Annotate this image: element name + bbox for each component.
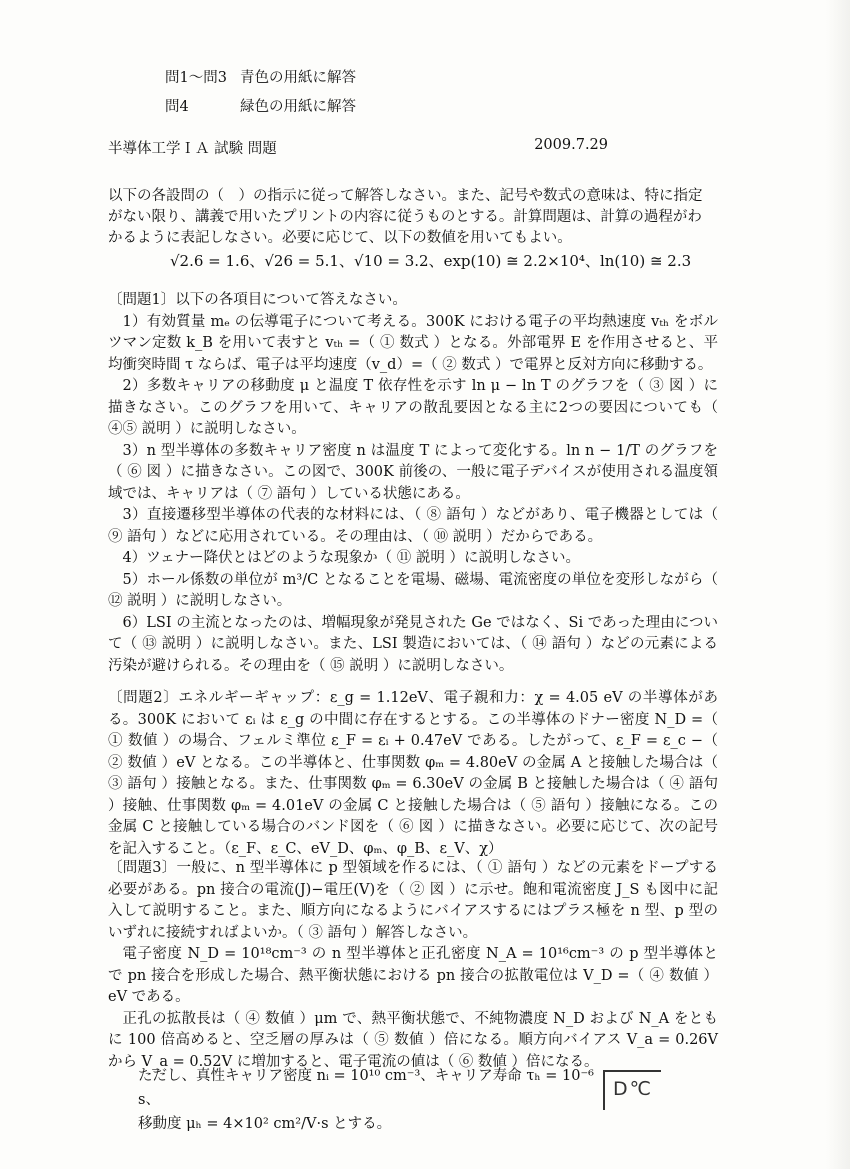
question-1-title: 〔問題1〕以下の各項目について答えなさい。 [108, 292, 407, 308]
handwritten-mark: D℃ [603, 1070, 661, 1110]
note-line-1: ただし、真性キャリア密度 nᵢ = 10¹⁰ cm⁻³、キャリア寿命 τₕ = 10⁻⁶ s、 [138, 1068, 594, 1108]
question-1 [108, 290, 718, 677]
answer-sheet-instructions [165, 64, 356, 122]
given-values-note [138, 1064, 598, 1136]
question-2 [108, 688, 718, 860]
intro-text: 以下の各設問の（ ）の指示に従って解答しなさい。また、記号や数式の意味は、特に指定がない限り、講義で用いたプリントの内容に従うものとする。計算問題は、計算の過程がわかるように表記しなさい。必要に応じて、以下の数値を用いてもよい。 [108, 188, 703, 246]
question-3-part2: 電子密度 N_D = 10¹⁸cm⁻³ の n 型半導体と正孔密度 N_A = 10¹⁶cm⁻³ の p 型半導体とで pn 接合を形成した場合、熱平衡状態における pn 接合の拡散電位は V_D =（ ④ 数値 ）eV である。 [108, 946, 718, 1005]
note-line-2: 移動度 μₕ = 4×10² cm²/V·s とする。 [138, 1116, 392, 1132]
q1-item: 3）n 型半導体の多数キャリア密度 n は温度 T によって変化する。ln n − 1/T のグラフを（ ⑥ 図 ）に描きなさい。この図で、300K 前後の、一般に電子デバイスが使用される温度領域では、キャリアは（ ⑦ 語句 ）している状態にある。 [108, 442, 718, 502]
scan-edge [826, 0, 850, 1169]
q1-item: 2）多数キャリアの移動度 μ と温度 T 依存性を示す ln μ − ln T のグラフを（ ③ 図 ）に描きなさい。このグラフを用いて、キャリアの散乱要因となる主に2つの要因についても（ ④⑤ 説明 ）に説明しなさい。 [108, 378, 718, 437]
q1-item: 4）ツェナー降伏とはどのような現象か（ ⑪ 説明 ）に説明しなさい。 [122, 550, 580, 566]
q1-3-label: 問1～問3 [165, 70, 227, 86]
q4-label: 問4 [165, 99, 189, 115]
q1-item: 6）LSI の主流となったのは、増幅現象が発見された Ge ではなく、Si であった理由について（ ⑬ 説明 ）に説明しなさい。また、LSI 製造においては、（ ⑭ 語句 ）などの元素による汚染が避けられる。その理由を（ ⑮ 説明 ）に説明しなさい。 [108, 614, 718, 674]
question-3 [108, 858, 718, 1073]
title-row [108, 137, 608, 158]
exam-title: 半導体工学ＩＡ 試験 問題 [108, 141, 277, 157]
q1-item: 1）有効質量 mₑ の伝導電子について考える。300K における電子の平均熱速度 vₜₕ をボルツマン定数 k_B を用いて表すと vₜₕ =（ ① 数式 ）となる。外部電界 E を作用させると、平均衝突時間 τ ならば、電子は平均速度（v_d）=（ ② 数式 ）で電界と反対方向に移動する。 [108, 313, 718, 373]
question-3-part3: 正孔の拡散長は（ ④ 数値 ）μm で、熱平衡状態で、不純物濃度 N_D および N_A をともに 100 倍高めると、空乏層の厚みは（ ⑤ 数値 ）倍になる。順方向バイアス V_a = 0.26V から V_a = 0.52V に増加すると、電子電流の値は（ ⑥ 数値 ）倍になる。 [108, 1010, 718, 1070]
question-3-part1: 〔問題3〕一般に、n 型半導体に p 型領域を作るには、（ ① 語句 ）などの元素をドープする必要がある。pn 接合の電流(J)−電圧(V)を（ ② 図 ）に示せ。飽和電流密度 J_S も図中に記入して説明すること。また、順方向になるようにバイアスするにはプラス極を n 型、p 型のいずれに接続すればよいか。（ ③ 語句 ）解答しなさい。 [108, 860, 718, 941]
exam-date: 2009.7.29 [534, 137, 608, 153]
question-2-text: 〔問題2〕エネルギーギャップ：ε_g = 1.12eV、電子親和力：χ = 4.05 eV の半導体がある。300K において εᵢ は ε_g の中間に存在するとする。この半導体のドナー密度 N_D =（ ① 数値 ）の場合、フェルミ準位 ε_F = εᵢ + 0.47eV である。したがって、ε_F = ε_c −（ ② 数値 ）eV となる。この半導体と、仕事関数 φₘ = 4.80eV の金属 A と接触した場合は（ ③ 語句 ）接触となる。また、仕事関数 φₘ = 6.30eV の金属 B と接触した場合は（ ④ 語句 ）接触、仕事関数 φₘ = 4.01eV の金属 C と接触した場合は（ ⑤ 語句 ）接触になる。この金属 C と接触している場合のバンド図を（ ⑥ 図 ）に描きなさい。必要に応じて、次の記号を記入すること。（ε_F、ε_C、eV_D、φₘ、φ_B、ε_V、χ） [108, 690, 718, 857]
q1-3-instruction: 青色の用紙に解答 [240, 70, 356, 86]
reference-values: √2.6 = 1.6、√26 = 5.1、√10 = 3.2、exp(10) ≅ 2.2×10⁴、ln(10) ≅ 2.3 [170, 252, 692, 270]
q1-item: 3）直接遷移型半導体の代表的な材料には、（ ⑧ 語句 ）などがあり、電子機器としては（ ⑨ 語句 ）などに応用されている。その理由は、（ ⑩ 説明 ）だからである。 [108, 507, 718, 545]
q4-instruction: 緑色の用紙に解答 [240, 99, 356, 115]
q1-item: 5）ホール係数の単位が m³/C となることを電場、磁場、電流密度の単位を変形しながら（ ⑫ 説明 ）に説明しなさい。 [108, 571, 718, 609]
